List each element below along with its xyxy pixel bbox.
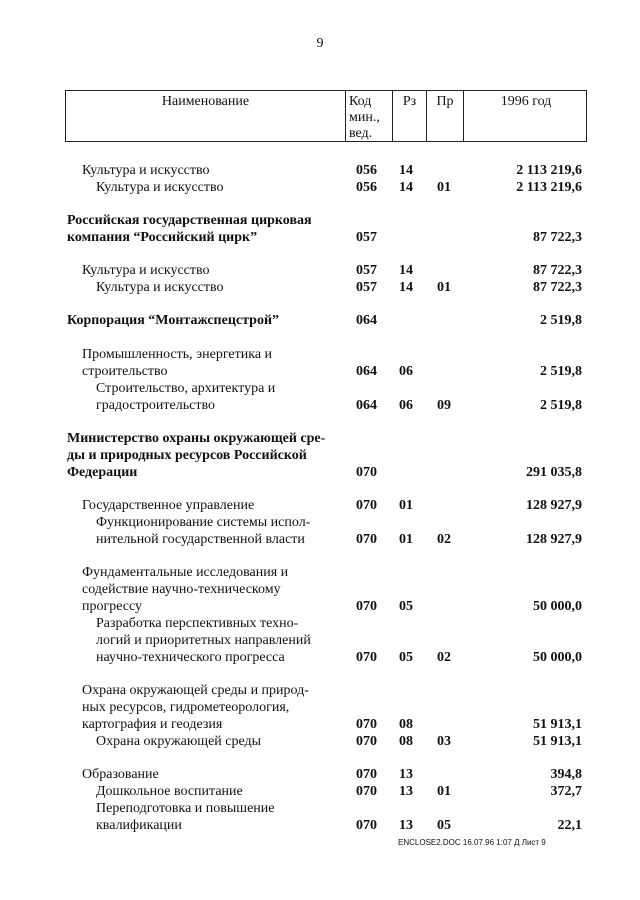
row-amount: 87 722,3 [533, 280, 582, 295]
row-rz: 14 [399, 180, 413, 195]
row-rz: 14 [399, 163, 413, 178]
row-rz: 13 [399, 784, 413, 799]
header-pr: Пр [426, 91, 463, 141]
row-code: 057 [356, 280, 377, 295]
row-name: Культура и искусство [82, 163, 210, 178]
row-name: Охрана окружающей среды [96, 734, 262, 749]
table-row [0, 514, 640, 548]
row-name: Культура и искусство [96, 180, 224, 195]
row-code: 064 [356, 398, 377, 413]
header-year: 1996 год [463, 91, 588, 141]
row-amount: 2 113 219,6 [516, 180, 582, 195]
row-code: 056 [356, 180, 377, 195]
header-name: Наименование [161, 94, 250, 109]
row-name: Дошкольное воспитание [96, 784, 243, 799]
table-row [0, 279, 640, 296]
row-pr: 03 [437, 734, 451, 749]
table-row [0, 262, 640, 279]
row-name: Образование [82, 767, 159, 782]
row-amount: 394,8 [550, 767, 582, 782]
row-amount: 291 035,8 [526, 465, 582, 480]
table-row [0, 615, 640, 666]
row-code: 070 [356, 599, 377, 614]
row-rz: 13 [399, 767, 413, 782]
table-row [0, 162, 640, 179]
row-pr: 02 [437, 532, 451, 547]
row-pr: 01 [437, 784, 451, 799]
row-rz: 05 [399, 650, 413, 665]
table-row [0, 380, 640, 414]
table-row [0, 346, 640, 380]
row-amount: 2 519,8 [540, 364, 582, 379]
row-rz: 14 [399, 263, 413, 278]
table-row [0, 564, 640, 615]
row-name: Промышленность, энергетика и строительство [82, 347, 273, 379]
row-pr: 05 [437, 818, 451, 833]
row-amount: 128 927,9 [526, 498, 582, 513]
row-code: 070 [356, 717, 377, 732]
row-name: Российская государственная цирковая компания “Российский цирк” [67, 213, 312, 245]
table-row [0, 179, 640, 196]
row-rz: 06 [399, 364, 413, 379]
row-name: Разработка перспективных техно- логий и приоритетных направлений научно-технического прогресса [96, 616, 311, 665]
row-name: Фундаментальные исследования и содействие научно-техническому прогрессу [82, 565, 289, 614]
row-pr: 02 [437, 650, 451, 665]
table-row [0, 800, 640, 834]
document-footer: ENCLOSE2.DOC 16.07.96 1:07 Д Лист 9 [398, 838, 546, 847]
page-number: 9 [316, 36, 324, 51]
row-amount: 50 000,0 [533, 650, 582, 665]
row-amount: 2 519,8 [540, 398, 582, 413]
table-row [0, 783, 640, 800]
row-amount: 51 913,1 [533, 734, 582, 749]
row-amount: 22,1 [557, 818, 582, 833]
row-rz: 08 [399, 734, 413, 749]
row-name: Функционирование системы испол- нительной государственной власти [96, 515, 311, 547]
header-code: Код мин., вед. [345, 91, 392, 141]
row-code: 064 [356, 313, 377, 328]
row-code: 064 [356, 364, 377, 379]
table-row [0, 766, 640, 783]
row-amount: 51 913,1 [533, 717, 582, 732]
row-amount: 87 722,3 [533, 230, 582, 245]
row-amount: 87 722,3 [533, 263, 582, 278]
row-code: 070 [356, 784, 377, 799]
table-row [0, 733, 640, 750]
row-name: Культура и искусство [96, 280, 224, 295]
row-name: Охрана окружающей среды и природ- ных ресурсов, гидрометеорология, картография и геодезия [82, 683, 309, 732]
row-name: Культура и искусство [82, 263, 210, 278]
table-row [0, 682, 640, 733]
table-row [0, 312, 640, 329]
row-code: 070 [356, 818, 377, 833]
row-rz: 08 [399, 717, 413, 732]
row-name: Переподготовка и повышение квалификации [96, 801, 275, 833]
table-header [65, 90, 587, 142]
row-rz: 06 [399, 398, 413, 413]
row-pr: 01 [437, 180, 451, 195]
row-rz: 01 [399, 532, 413, 547]
row-rz: 13 [399, 818, 413, 833]
row-name: Корпорация “Монтажспецстрой” [67, 313, 280, 328]
row-code: 057 [356, 263, 377, 278]
header-rz: Рз [392, 91, 426, 141]
row-code: 070 [356, 650, 377, 665]
row-rz: 05 [399, 599, 413, 614]
row-code: 070 [356, 532, 377, 547]
row-code: 070 [356, 498, 377, 513]
row-pr: 01 [437, 280, 451, 295]
row-rz: 14 [399, 280, 413, 295]
table-row [0, 212, 640, 246]
row-code: 070 [356, 465, 377, 480]
row-amount: 128 927,9 [526, 532, 582, 547]
table-row [0, 430, 640, 481]
row-name: Государственное управление [82, 498, 255, 513]
row-rz: 01 [399, 498, 413, 513]
row-name: Строительство, архитектура и градостроительство [96, 381, 276, 413]
row-code: 057 [356, 230, 377, 245]
row-code: 056 [356, 163, 377, 178]
row-amount: 2 519,8 [540, 313, 582, 328]
row-name: Министерство охраны окружающей сре- ды и природных ресурсов Российской Федерации [67, 431, 326, 480]
row-code: 070 [356, 734, 377, 749]
row-pr: 09 [437, 398, 451, 413]
row-amount: 372,7 [550, 784, 582, 799]
table-row [0, 497, 640, 514]
row-amount: 2 113 219,6 [516, 163, 582, 178]
row-amount: 50 000,0 [533, 599, 582, 614]
row-code: 070 [356, 767, 377, 782]
